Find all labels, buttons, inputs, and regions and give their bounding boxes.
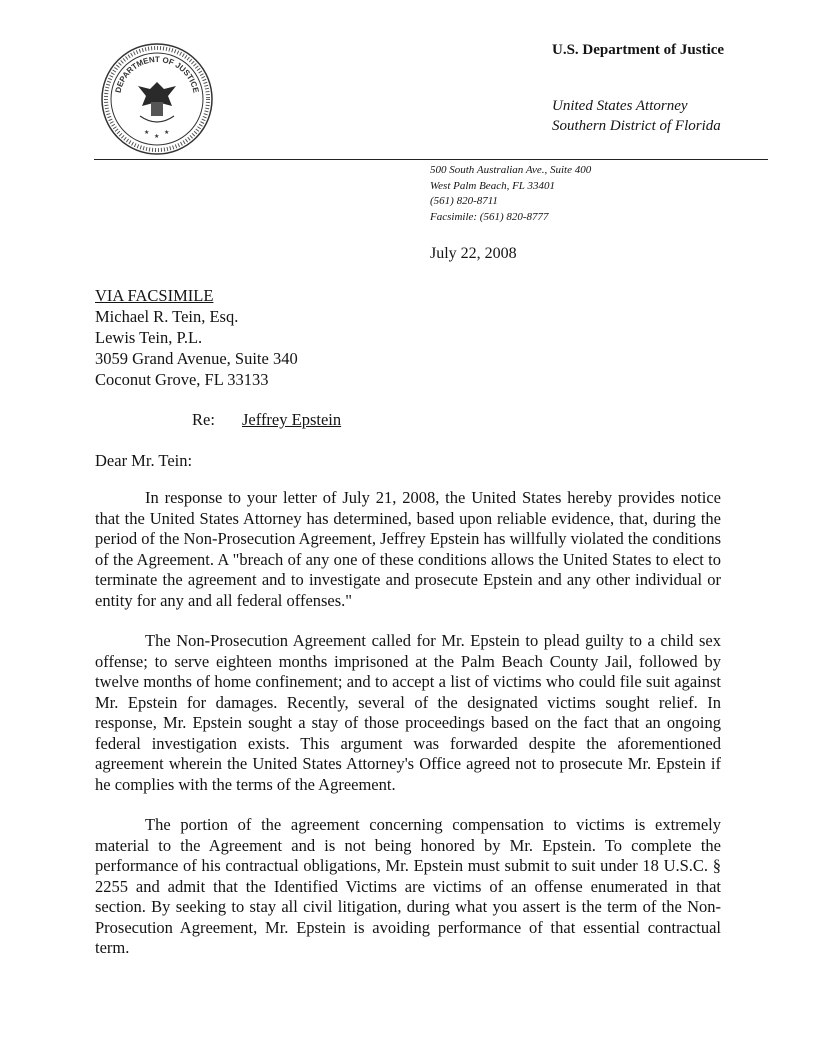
- svg-text:★: ★: [164, 130, 170, 136]
- address-line-2: West Palm Beach, FL 33401: [430, 179, 555, 192]
- re-subject: Jeffrey Epstein: [242, 410, 342, 429]
- svg-text:★: ★: [154, 134, 160, 140]
- address-phone: (561) 820-8711: [430, 195, 498, 207]
- office-line-1: United States Attorney: [552, 98, 688, 114]
- body-paragraph-2: The Non-Prosecution Agreement called for Mr. Epstein to plead guilty to a child sex offense; to serve eighteen months imprisoned at the Palm Beach County Jail, followed by twelve months of home confinement; and to accept a list of victims who could file suit against Mr. Epstein for damages. Recently, several of the designated victims sought relief. In response, Mr. Epstein sought a stay of those proceedings based on the fact that an ongoing federal investigation exists. This argument was forwarded despite the aforementioned agreement wherein the United States Attorney's Office agreed not to prosecute Mr. Epstein if he complies with the terms of the Agreement.: [95, 631, 721, 794]
- office-address: [430, 163, 591, 225]
- delivery-method: VIA FACSIMILE: [95, 286, 214, 305]
- recipient-street: 3059 Grand Avenue, Suite 340: [95, 349, 298, 368]
- svg-text:DEPARTMENT OF JUSTICE: DEPARTMENT OF JUSTICE: [113, 54, 201, 94]
- office-title: [552, 96, 721, 136]
- doj-seal-logo: [100, 42, 214, 156]
- header-divider: [94, 159, 768, 160]
- office-line-2: Southern District of Florida: [552, 118, 721, 134]
- recipient-block: [95, 285, 298, 390]
- address-line-1: 500 South Australian Ave., Suite 400: [430, 164, 592, 176]
- department-name: U.S. Department of Justice: [552, 42, 725, 58]
- recipient-name: Michael R. Tein, Esq.: [95, 307, 239, 326]
- body-paragraph-1: In response to your letter of July 21, 2008, the United States hereby provides notice that the United States Attorney has determined, based upon reliable evidence, that, during the period of the Non-Prosecution Agreement, Jeffrey Epstein has willfully violated the conditions of the Agreement. A "breach of any one of these conditions allows the United States to elect to terminate the agreement and to investigate and prosecute Epstein and any other individual or entity for any and all federal offenses.": [95, 488, 721, 610]
- re-line: [192, 410, 341, 430]
- body-paragraph-3: The portion of the agreement concerning compensation to victims is extremely material to the Agreement and is not being honored by Mr. Epstein. To complete the performance of his contractual obligations, Mr. Epstein must submit to suit under 18 U.S.C. § 2255 and admit that the Identified Victims are victims of an offense enumerated in that section. By seeking to stay all civil litigation, during what you assert is the term of the Non-Prosecution Agreement, Mr. Epstein is avoiding performance of that essential contractual term.: [95, 815, 721, 957]
- salutation: Dear Mr. Tein:: [95, 451, 193, 470]
- re-label: Re:: [192, 410, 215, 429]
- letter-date: July 22, 2008: [430, 245, 517, 262]
- letter-body: [95, 488, 721, 979]
- recipient-firm: Lewis Tein, P.L.: [95, 328, 203, 347]
- address-fax: Facsimile: (561) 820-8777: [430, 210, 549, 223]
- svg-text:★: ★: [144, 130, 150, 136]
- recipient-city: Coconut Grove, FL 33133: [95, 370, 269, 389]
